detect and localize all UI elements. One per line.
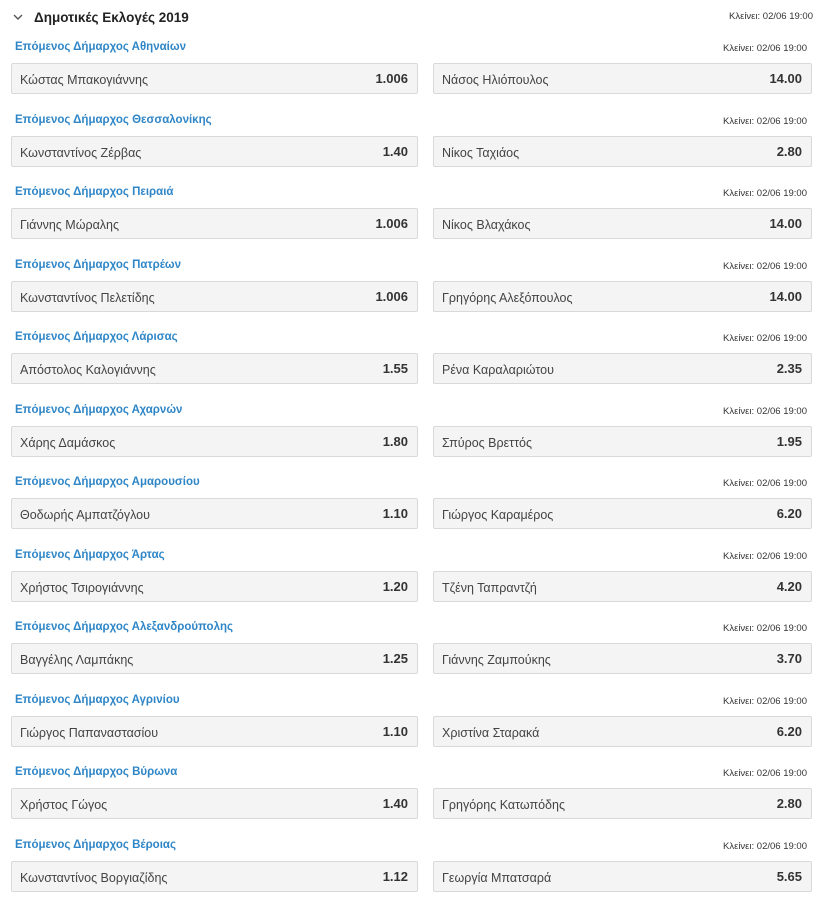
market (0, 689, 825, 762)
selection-name: Γρηγόρης Αλεξόπουλος (442, 291, 573, 305)
selection-odds: 1.55 (383, 361, 408, 376)
selection-odds: 1.12 (383, 869, 408, 884)
market-close-time: Κλείνει: 02/06 19:00 (723, 696, 807, 707)
selection-odds: 14.00 (769, 71, 802, 86)
market-close-time: Κλείνει: 02/06 19:00 (723, 841, 807, 852)
selection-odds: 1.95 (777, 434, 802, 449)
market-title: Επόμενος Δήμαρχος Βύρωνα (15, 766, 177, 778)
selection-name: Νάσος Ηλιόπουλος (442, 73, 549, 87)
selection-odds: 6.20 (777, 724, 802, 739)
event-title: Δημοτικές Εκλογές 2019 (34, 10, 189, 25)
event-close-time: Κλείνει: 02/06 19:00 (729, 11, 813, 22)
selection-button[interactable] (433, 498, 812, 529)
market (0, 834, 825, 906)
market-close-time: Κλείνει: 02/06 19:00 (723, 406, 807, 417)
market (0, 254, 825, 327)
selection-name: Βαγγέλης Λαμπάκης (20, 653, 133, 667)
market (0, 761, 825, 834)
market-close-time: Κλείνει: 02/06 19:00 (723, 43, 807, 54)
selection-button[interactable] (433, 281, 812, 312)
selection-name: Γιώργος Παπαναστασίου (20, 726, 158, 740)
selection-name: Σπύρος Βρεττός (442, 436, 532, 450)
market-close-time: Κλείνει: 02/06 19:00 (723, 623, 807, 634)
selection-odds: 1.25 (383, 651, 408, 666)
selection-odds: 1.10 (383, 506, 408, 521)
selection-button[interactable] (433, 571, 812, 602)
selection-button[interactable] (11, 498, 418, 529)
selection-name: Νίκος Βλαχάκος (442, 218, 531, 232)
selection-odds: 1.20 (383, 579, 408, 594)
market-title: Επόμενος Δήμαρχος Άρτας (15, 549, 165, 561)
selection-odds: 2.80 (777, 144, 802, 159)
selection-odds: 14.00 (769, 289, 802, 304)
market (0, 36, 825, 109)
market-title: Επόμενος Δήμαρχος Βέροιας (15, 839, 176, 851)
selection-button[interactable] (11, 281, 418, 312)
selection-button[interactable] (11, 861, 418, 892)
market (0, 326, 825, 399)
selection-name: Κωνσταντίνος Βοργιαζίδης (20, 871, 167, 885)
selection-odds: 1.80 (383, 434, 408, 449)
selection-button[interactable] (433, 208, 812, 239)
selection-button[interactable] (433, 426, 812, 457)
selection-button[interactable] (11, 426, 418, 457)
markets-list (0, 36, 825, 906)
selection-name: Χρήστος Τσιρογιάννης (20, 581, 144, 595)
selection-name: Κώστας Μπακογιάννης (20, 73, 148, 87)
selection-name: Νίκος Ταχιάος (442, 146, 519, 160)
selection-name: Χριστίνα Σταρακά (442, 726, 539, 740)
selection-button[interactable] (11, 571, 418, 602)
selection-button[interactable] (433, 643, 812, 674)
market-close-time: Κλείνει: 02/06 19:00 (723, 116, 807, 127)
market-title: Επόμενος Δήμαρχος Αμαρουσίου (15, 476, 200, 488)
selection-odds: 1.006 (375, 216, 408, 231)
selection-button[interactable] (11, 716, 418, 747)
selection-name: Ρένα Καραλαριώτου (442, 363, 554, 377)
selection-button[interactable] (11, 353, 418, 384)
market-title: Επόμενος Δήμαρχος Θεσσαλονίκης (15, 114, 212, 126)
selection-odds: 5.65 (777, 869, 802, 884)
selection-button[interactable] (433, 136, 812, 167)
market (0, 471, 825, 544)
selection-odds: 4.20 (777, 579, 802, 594)
selection-odds: 1.40 (383, 796, 408, 811)
market (0, 544, 825, 617)
market-close-time: Κλείνει: 02/06 19:00 (723, 551, 807, 562)
market (0, 616, 825, 689)
selection-odds: 1.40 (383, 144, 408, 159)
selection-name: Χάρης Δαμάσκος (20, 436, 115, 450)
market (0, 399, 825, 472)
selection-odds: 2.35 (777, 361, 802, 376)
selection-button[interactable] (433, 63, 812, 94)
market-title: Επόμενος Δήμαρχος Πατρέων (15, 259, 181, 271)
selection-odds: 3.70 (777, 651, 802, 666)
market-close-time: Κλείνει: 02/06 19:00 (723, 478, 807, 489)
market-close-time: Κλείνει: 02/06 19:00 (723, 188, 807, 199)
market-title: Επόμενος Δήμαρχος Πειραιά (15, 186, 173, 198)
market (0, 181, 825, 254)
selection-name: Γιώργος Καραμέρος (442, 508, 553, 522)
selection-name: Θοδωρής Αμπατζόγλου (20, 508, 150, 522)
market-title: Επόμενος Δήμαρχος Αλεξανδρούπολης (15, 621, 233, 633)
market-title: Επόμενος Δήμαρχος Αγρινίου (15, 694, 180, 706)
selection-name: Κωνσταντίνος Πελετίδης (20, 291, 155, 305)
chevron-down-icon[interactable] (13, 13, 23, 21)
selection-odds: 6.20 (777, 506, 802, 521)
selection-button[interactable] (433, 716, 812, 747)
selection-odds: 14.00 (769, 216, 802, 231)
market-close-time: Κλείνει: 02/06 19:00 (723, 261, 807, 272)
market-title: Επόμενος Δήμαρχος Λάρισας (15, 331, 178, 343)
selection-button[interactable] (433, 788, 812, 819)
selection-odds: 1.006 (375, 289, 408, 304)
selection-button[interactable] (11, 788, 418, 819)
selection-name: Γεωργία Μπατσαρά (442, 871, 551, 885)
selection-button[interactable] (433, 861, 812, 892)
selection-odds: 1.10 (383, 724, 408, 739)
selection-name: Γιάννης Ζαμπούκης (442, 653, 551, 667)
selection-button[interactable] (11, 63, 418, 94)
selection-button[interactable] (433, 353, 812, 384)
market-close-time: Κλείνει: 02/06 19:00 (723, 768, 807, 779)
selection-name: Γρηγόρης Κατωπόδης (442, 798, 565, 812)
market-close-time: Κλείνει: 02/06 19:00 (723, 333, 807, 344)
market-title: Επόμενος Δήμαρχος Αθηναίων (15, 41, 186, 53)
selection-name: Τζένη Ταπραντζή (442, 581, 537, 595)
selection-button[interactable] (11, 643, 418, 674)
selection-odds: 2.80 (777, 796, 802, 811)
event-header[interactable] (0, 0, 825, 36)
selection-button[interactable] (11, 136, 418, 167)
selection-odds: 1.006 (375, 71, 408, 86)
selection-name: Απόστολος Καλογιάννης (20, 363, 156, 377)
selection-name: Χρήστος Γώγος (20, 798, 107, 812)
selection-button[interactable] (11, 208, 418, 239)
market-title: Επόμενος Δήμαρχος Αχαρνών (15, 404, 182, 416)
market (0, 109, 825, 182)
selection-name: Κωνσταντίνος Ζέρβας (20, 146, 141, 160)
selection-name: Γιάννης Μώραλης (20, 218, 119, 232)
